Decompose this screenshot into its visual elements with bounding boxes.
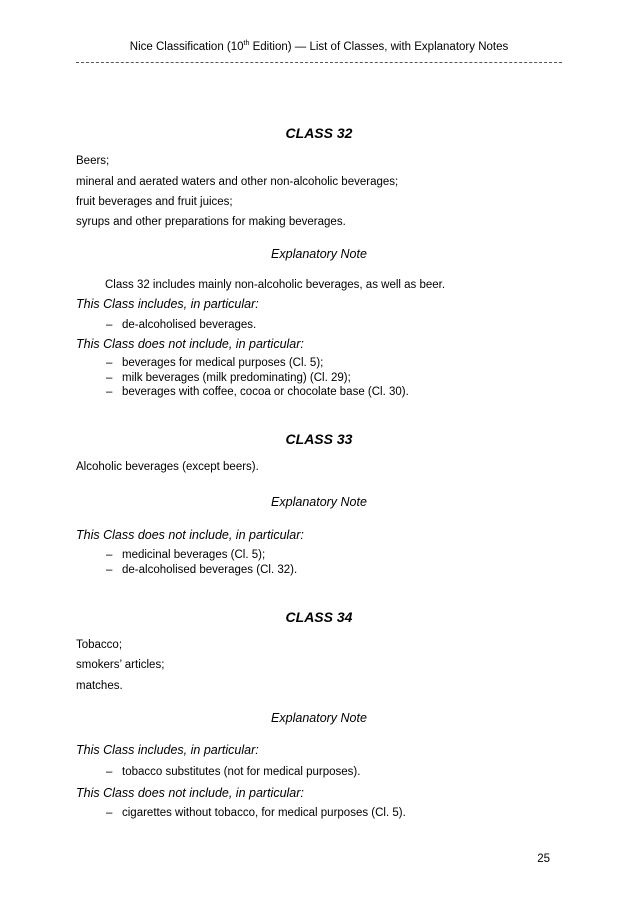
- exclude-item-text: cigarettes without tobacco, for medical purposes (Cl. 5).: [122, 807, 406, 819]
- page-number: 25: [537, 853, 550, 865]
- dash-bullet: –: [106, 319, 113, 331]
- class-32-includes-label: This Class includes, in particular:: [76, 297, 259, 311]
- class-34-heading-3: matches.: [76, 680, 123, 692]
- dash-bullet: –: [106, 357, 113, 369]
- class-32-title: CLASS 32: [285, 125, 353, 141]
- class-32-exclude-item-1: [106, 357, 323, 369]
- dash-bullet: –: [106, 386, 113, 398]
- class-32-heading-1: Beers;: [76, 155, 110, 167]
- exclude-item-text: beverages with coffee, cocoa or chocolate base (Cl. 30).: [122, 386, 409, 398]
- class-33-title: CLASS 33: [285, 431, 353, 447]
- exclude-item-text: medicinal beverages (Cl. 5);: [122, 549, 266, 561]
- class-32-heading-2: mineral and aerated waters and other non-alcoholic beverages;: [76, 176, 399, 188]
- class-33-exclude-item-2: [106, 564, 297, 576]
- exclude-item-text: de-alcoholised beverages (Cl. 32).: [122, 564, 298, 576]
- class-33-note-title: Explanatory Note: [271, 495, 367, 509]
- header-rule: [76, 62, 562, 63]
- class-34-title: CLASS 34: [285, 609, 353, 625]
- class-34-includes-label: This Class includes, in particular:: [76, 743, 259, 757]
- header-text-end: Edition) — List of Classes, with Explanatory Notes: [249, 41, 509, 53]
- class-32-heading-3: fruit beverages and fruit juices;: [76, 196, 233, 208]
- include-item-text: de-alcoholised beverages.: [122, 319, 257, 331]
- exclude-item-text: beverages for medical purposes (Cl. 5);: [122, 357, 324, 369]
- class-32-intro: Class 32 includes mainly non-alcoholic beverages, as well as beer.: [105, 279, 446, 291]
- header-text-start: Nice Classification (10: [129, 41, 244, 53]
- dash-bullet: –: [106, 807, 113, 819]
- class-34-heading-1: Tobacco;: [76, 639, 123, 651]
- dash-bullet: –: [106, 372, 113, 384]
- class-32-excludes-label: This Class does not include, in particular:: [76, 337, 304, 351]
- class-33-heading-1: Alcoholic beverages (except beers).: [76, 461, 259, 473]
- dash-bullet: –: [106, 564, 113, 576]
- running-header: [0, 40, 638, 54]
- dash-bullet: –: [106, 766, 113, 778]
- class-33-excludes-label: This Class does not include, in particular:: [76, 528, 304, 542]
- class-32-note-title: Explanatory Note: [271, 247, 367, 261]
- class-34-note-title: Explanatory Note: [271, 711, 367, 725]
- class-32-exclude-item-3: [106, 386, 409, 398]
- dash-bullet: –: [106, 549, 113, 561]
- class-34-exclude-item-1: [106, 807, 406, 819]
- class-33-exclude-item-1: [106, 549, 265, 561]
- class-34-excludes-label: This Class does not include, in particular:: [76, 786, 304, 800]
- header-superscript: th: [243, 40, 250, 48]
- class-34-heading-2: smokers’ articles;: [76, 659, 165, 671]
- class-32-heading-4: syrups and other preparations for making beverages.: [76, 216, 346, 228]
- class-34-include-item-1: [106, 766, 360, 778]
- exclude-item-text: milk beverages (milk predominating) (Cl. 29);: [122, 372, 351, 384]
- class-32-include-item-1: [106, 319, 256, 331]
- class-32-exclude-item-2: [106, 372, 351, 384]
- include-item-text: tobacco substitutes (not for medical purposes).: [122, 766, 361, 778]
